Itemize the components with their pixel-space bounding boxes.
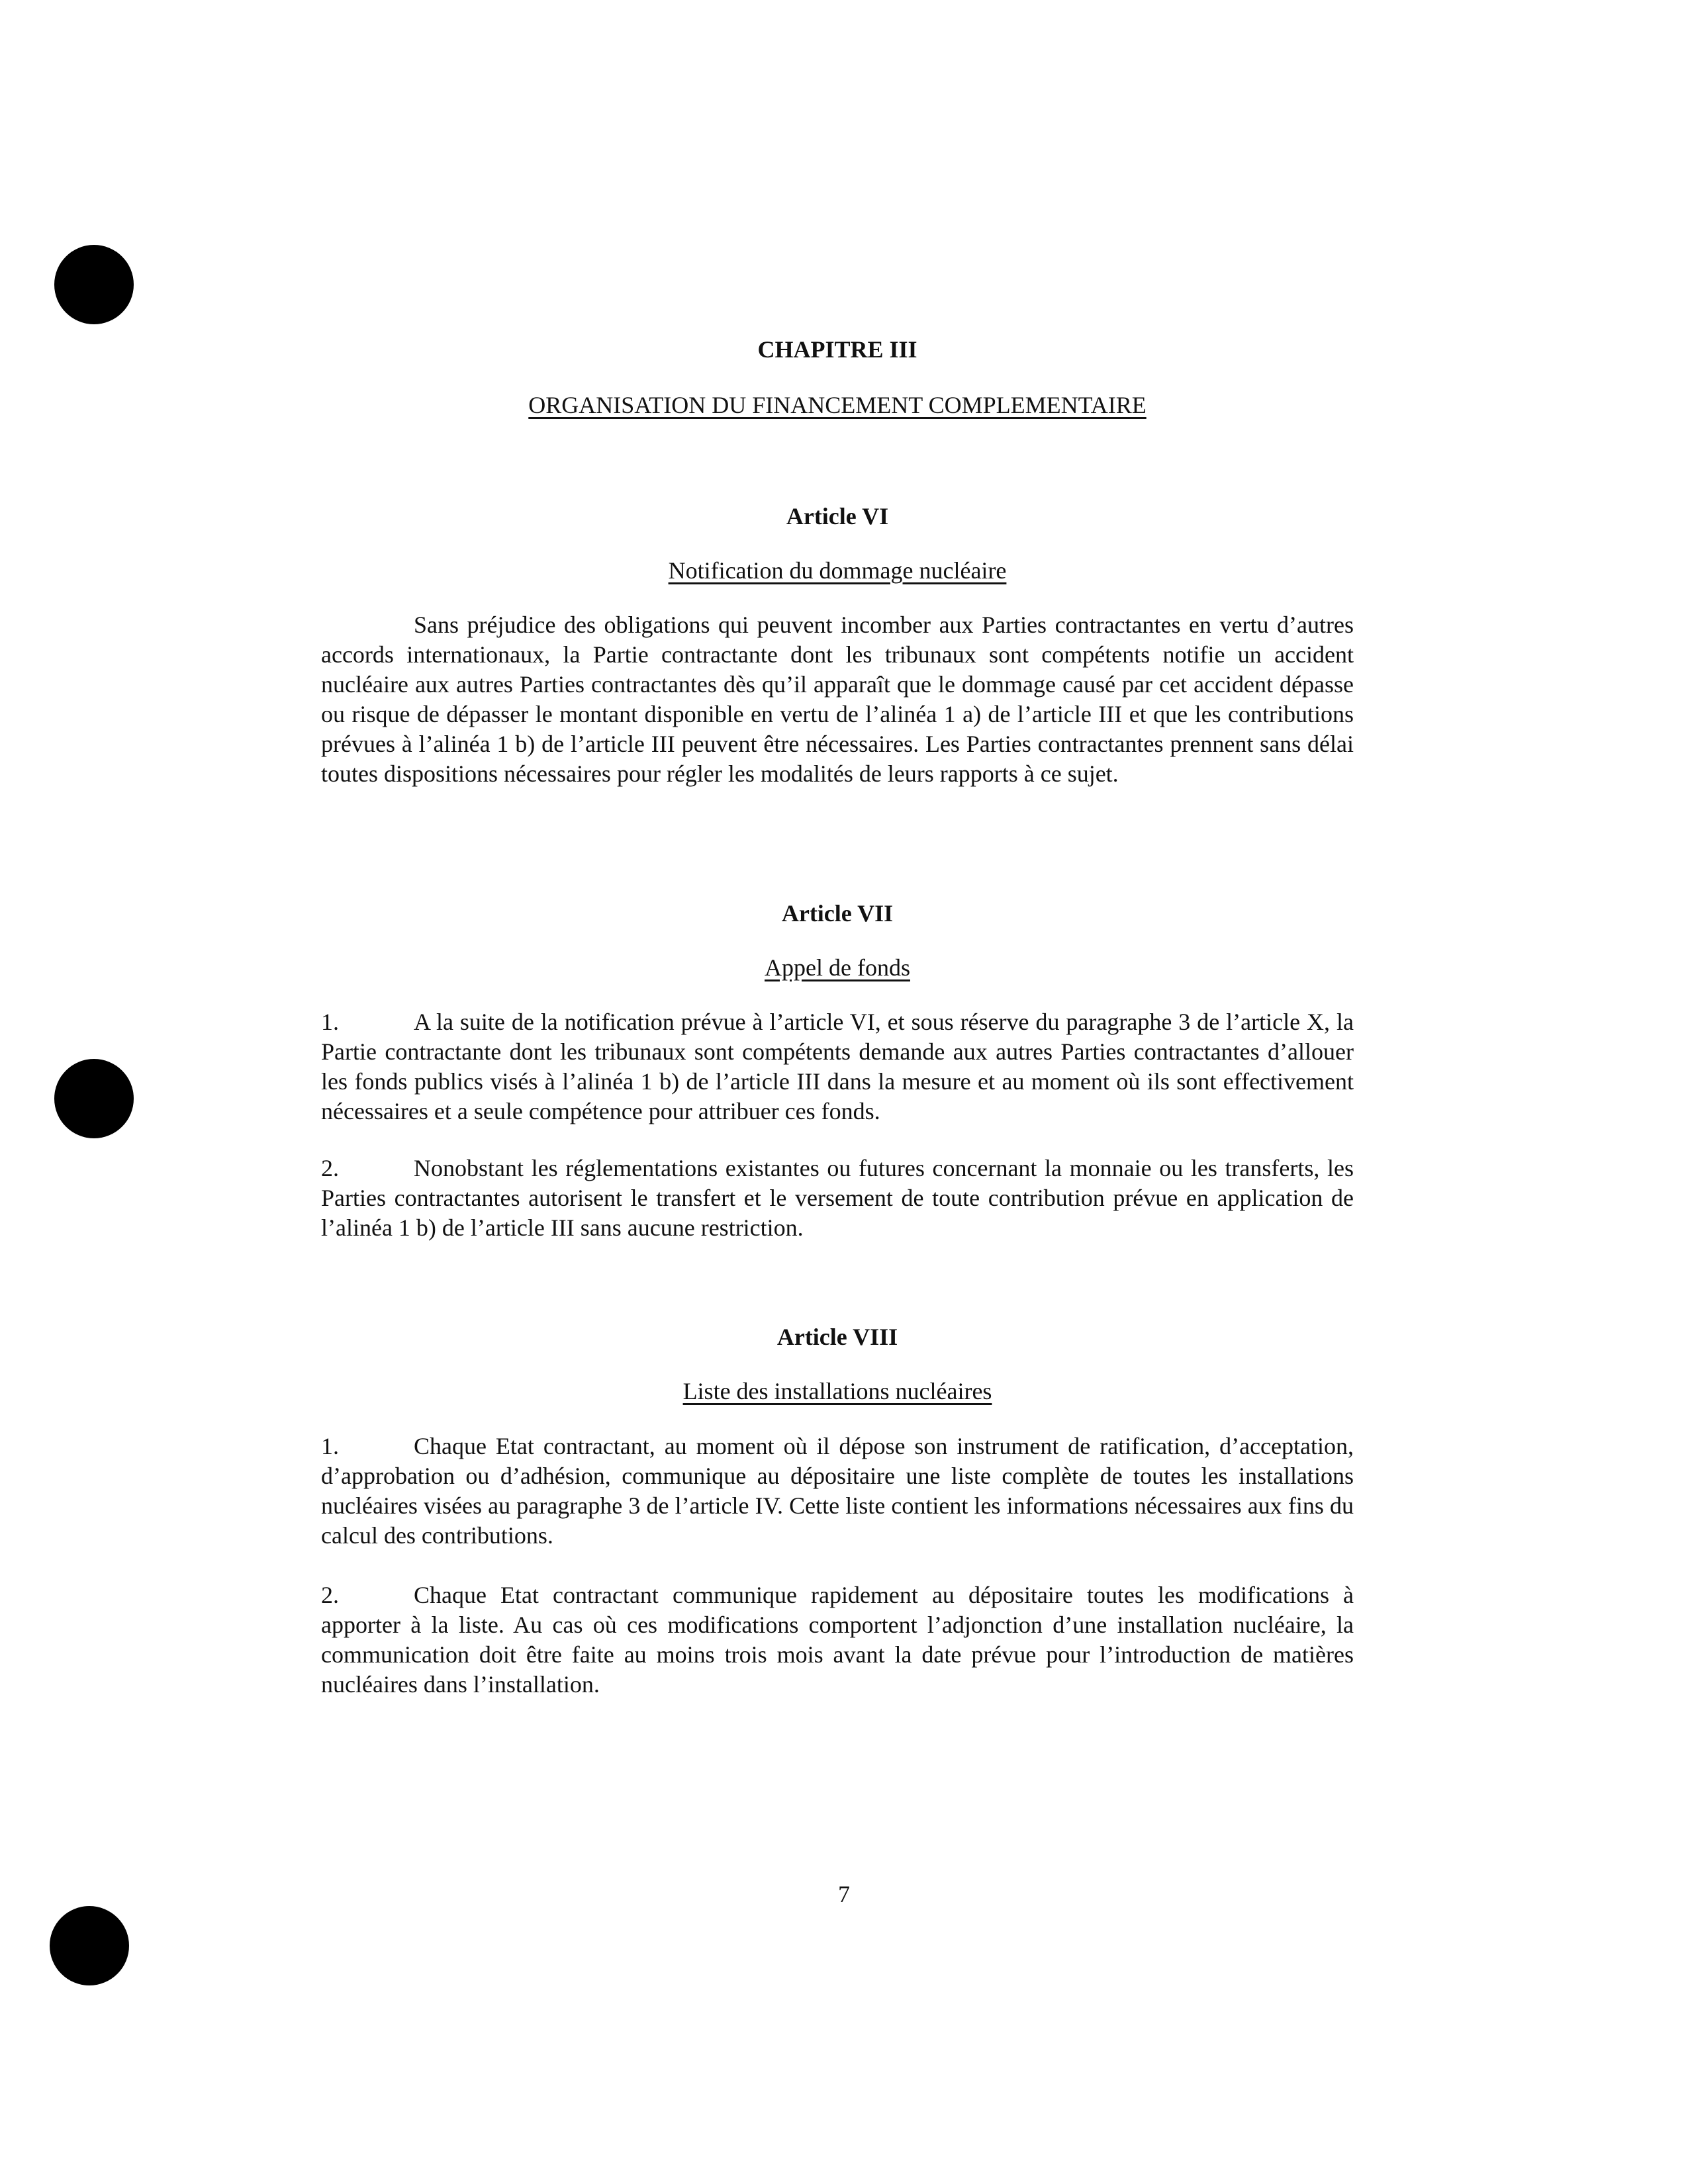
article-title <box>321 556 1354 585</box>
article-title-text: Liste des installations nucléaires <box>682 1378 992 1404</box>
article-paragraph <box>321 1154 1354 1243</box>
punch-hole-bottom <box>50 1906 129 1985</box>
page-number: 7 <box>838 1881 850 1907</box>
article-title-text: Notification du dommage nucléaire <box>668 557 1007 584</box>
paragraph-text: Chaque Etat contractant communique rapidement au dépositaire toutes les modifications à apporter à la liste. Au cas où ces modifications comportent l’adjonction d’une installation nucléaire, la communication doit être faite au moins trois mois avant la date prévue pour l’introduction de matières nucléaires dans l’installation. <box>321 1582 1354 1698</box>
article-title <box>321 1377 1354 1406</box>
punch-hole-top <box>54 245 134 324</box>
article-title-text: Appel de fonds <box>765 954 910 981</box>
chapter-subheading <box>321 390 1354 420</box>
article-paragraph: Sans préjudice des obligations qui peuvent incomber aux Parties contractantes en vertu d’autres accords internationaux, la Partie contractante dont les tribunaux sont compétents notifie un accident nucléaire aux autres Parties contractantes dès qu’il apparaît que le dommage causé par cet accident dépasse ou risque de dépasser le montant disponible en vertu de l’alinéa 1 a) de l’article III et que les contributions prévues à l’alinéa 1 b) de l’article III peuvent être nécessaires. Les Parties contractantes prennent sans délai toutes dispositions nécessaires pour régler les modalités de leurs rapports à ce sujet. <box>321 612 1354 787</box>
paragraph-text: Chaque Etat contractant, au moment où il dépose son instrument de ratification, d’acceptation, d’approbation ou d’adhésion, communique au dépositaire une liste complète de toutes les installations nucléaires visées au paragraphe 3 de l’article IV. Cette liste contient les informations nécessaires aux fins du calcul des contributions. <box>321 1433 1354 1549</box>
article-paragraph <box>321 1580 1354 1700</box>
article-heading: Article VIII <box>776 1324 898 1350</box>
paragraph-text: Nonobstant les réglementations existantes ou futures concernant la monnaie ou les transferts, les Parties contractantes autorisent le transfert et le versement de toute contribution prévue en application de l’alinéa 1 b) de l’article III sans aucune restriction. <box>321 1155 1354 1241</box>
article-paragraph <box>321 1007 1354 1126</box>
chapter-heading: CHAPITRE III <box>757 336 917 363</box>
punch-hole-middle <box>54 1059 134 1138</box>
paragraph-text: A la suite de la notification prévue à l’article VI, et sous réserve du paragraphe 3 de l’article X, la Partie contractante dont les tribunaux sont compétents demande aux autres Parties contractantes d’allouer les fonds publics visés à l’alinéa 1 b) de l’article III dans la mesure et au moment où ils sont effectivement nécessaires et a seule compétence pour attribuer ces fonds. <box>321 1009 1354 1124</box>
chapter-subheading-text: ORGANISATION DU FINANCEMENT COMPLEMENTAIRE <box>528 392 1147 418</box>
article-paragraph <box>321 1432 1354 1551</box>
article-title <box>321 953 1354 982</box>
paragraph-number: 2. <box>321 1155 339 1181</box>
article-heading: Article VI <box>786 503 889 529</box>
paragraph-number: 1. <box>321 1433 339 1459</box>
paragraph-number: 2. <box>321 1582 339 1608</box>
paragraph-number: 1. <box>321 1009 339 1035</box>
article-heading: Article VII <box>781 900 894 927</box>
